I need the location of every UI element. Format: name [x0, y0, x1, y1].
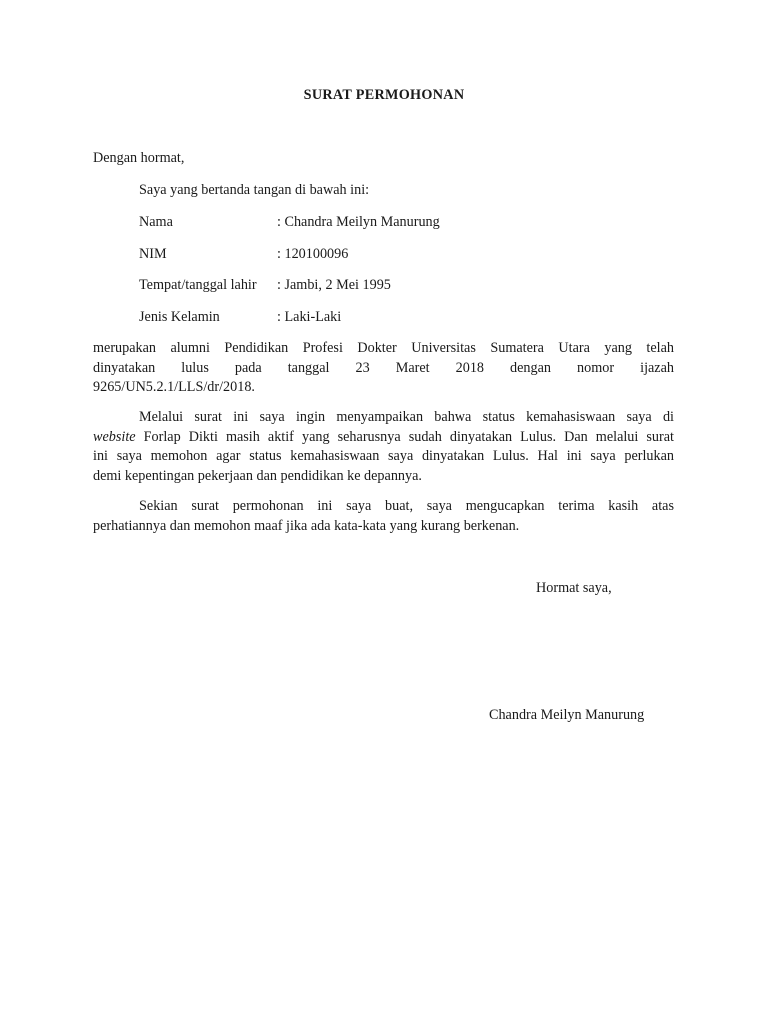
field-label: NIM: [139, 246, 167, 262]
greeting: Dengan hormat,: [93, 150, 185, 166]
paragraph-line: Melalui surat ini saya ingin menyampaikan bahwa status kemahasiswaan saya di: [139, 409, 674, 425]
paragraph-line: ini saya memohon agar status kemahasiswaan saya dinyatakan Lulus. Hal ini saya perlukan: [93, 448, 674, 464]
italic-word: website: [93, 428, 136, 445]
paragraph-line: 9265/UN5.2.1/LLS/dr/2018.: [93, 379, 255, 395]
intro-text: Saya yang bertanda tangan di bawah ini:: [139, 182, 370, 198]
paragraph-text: Forlap Dikti masih aktif yang seharusnya sudah dinyatakan Lulus. Dan melalui surat: [135, 428, 674, 445]
paragraph-line: Sekian surat permohonan ini saya buat, saya mengucapkan terima kasih atas: [139, 498, 674, 514]
field-value: : Chandra Meilyn Manurung: [277, 214, 440, 230]
paragraph-line: merupakan alumni Pendidikan Profesi Dokter Universitas Sumatera Utara yang telah: [93, 340, 674, 356]
field-label: Nama: [139, 214, 173, 230]
paragraph-status: [93, 408, 674, 486]
letter-title: SURAT PERMOHONAN: [303, 87, 465, 103]
field-label: Tempat/tanggal lahir: [139, 277, 257, 293]
field-value: : 120100096: [277, 246, 349, 262]
closing-salutation: Hormat saya,: [536, 580, 612, 596]
paragraph-alumni: [93, 339, 674, 398]
signature-name: Chandra Meilyn Manurung: [489, 707, 645, 723]
paragraph-line: demi kepentingan pekerjaan dan pendidikan ke depannya.: [93, 467, 422, 484]
paragraph-line: dinyatakan lulus pada tanggal 23 Maret 2018 dengan nomor ijazah: [93, 359, 674, 376]
paragraph-closing: [93, 497, 674, 536]
paragraph-line: perhatiannya dan memohon maaf jika ada kata-kata yang kurang berkenan.: [93, 517, 520, 534]
field-value: : Jambi, 2 Mei 1995: [277, 277, 391, 293]
field-value: : Laki-Laki: [277, 309, 342, 325]
paragraph-line: [93, 428, 674, 448]
field-label: Jenis Kelamin: [139, 309, 220, 325]
